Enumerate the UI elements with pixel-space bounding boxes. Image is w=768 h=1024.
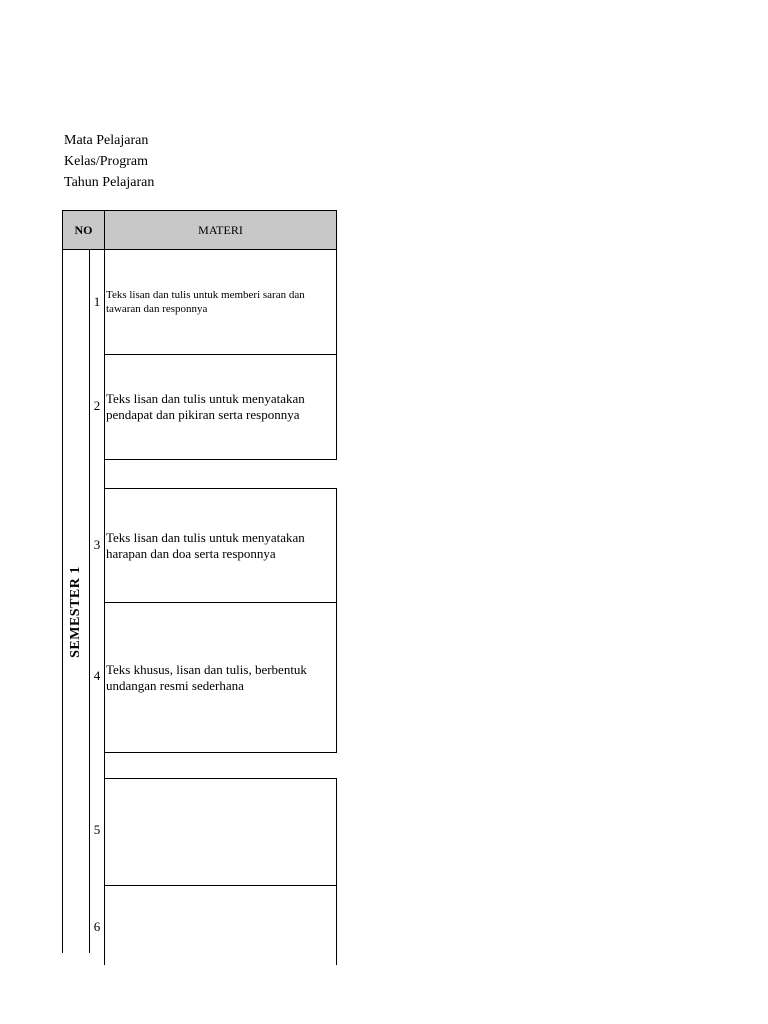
row-number: 2 <box>93 398 101 413</box>
materi-cell <box>104 602 337 753</box>
field-kelas-program: Kelas/Program <box>64 154 148 169</box>
column-header-no: NO <box>62 210 105 250</box>
materi-cell <box>104 778 337 886</box>
row-number: 3 <box>93 537 101 552</box>
row-number: 5 <box>93 822 101 837</box>
field-tahun-pelajaran: Tahun Pelajaran <box>64 175 155 190</box>
materi-cell <box>104 354 337 460</box>
row-number: 4 <box>93 668 101 683</box>
row-number: 1 <box>93 294 101 309</box>
row-number: 6 <box>93 919 101 934</box>
semester-column <box>62 249 90 953</box>
materi-cell <box>104 885 337 965</box>
materi-text: Teks lisan dan tulis untuk memberi saran dan tawaran dan responnya <box>106 289 305 315</box>
materi-text: Teks khusus, lisan dan tulis, berbentuk undangan resmi sederhana <box>106 661 307 693</box>
materi-text: Teks lisan dan tulis untuk menyatakan harapan dan doa serta responnya <box>106 529 305 561</box>
number-column <box>89 249 105 953</box>
semester-label: SEMESTER 1 <box>68 566 83 658</box>
field-mata-pelajaran: Mata Pelajaran <box>64 133 149 148</box>
materi-cell <box>104 488 337 603</box>
column-header-materi: MATERI <box>104 210 337 250</box>
materi-text: Teks lisan dan tulis untuk menyatakan pendapat dan pikiran serta responnya <box>106 391 305 422</box>
materi-cell <box>104 249 337 355</box>
